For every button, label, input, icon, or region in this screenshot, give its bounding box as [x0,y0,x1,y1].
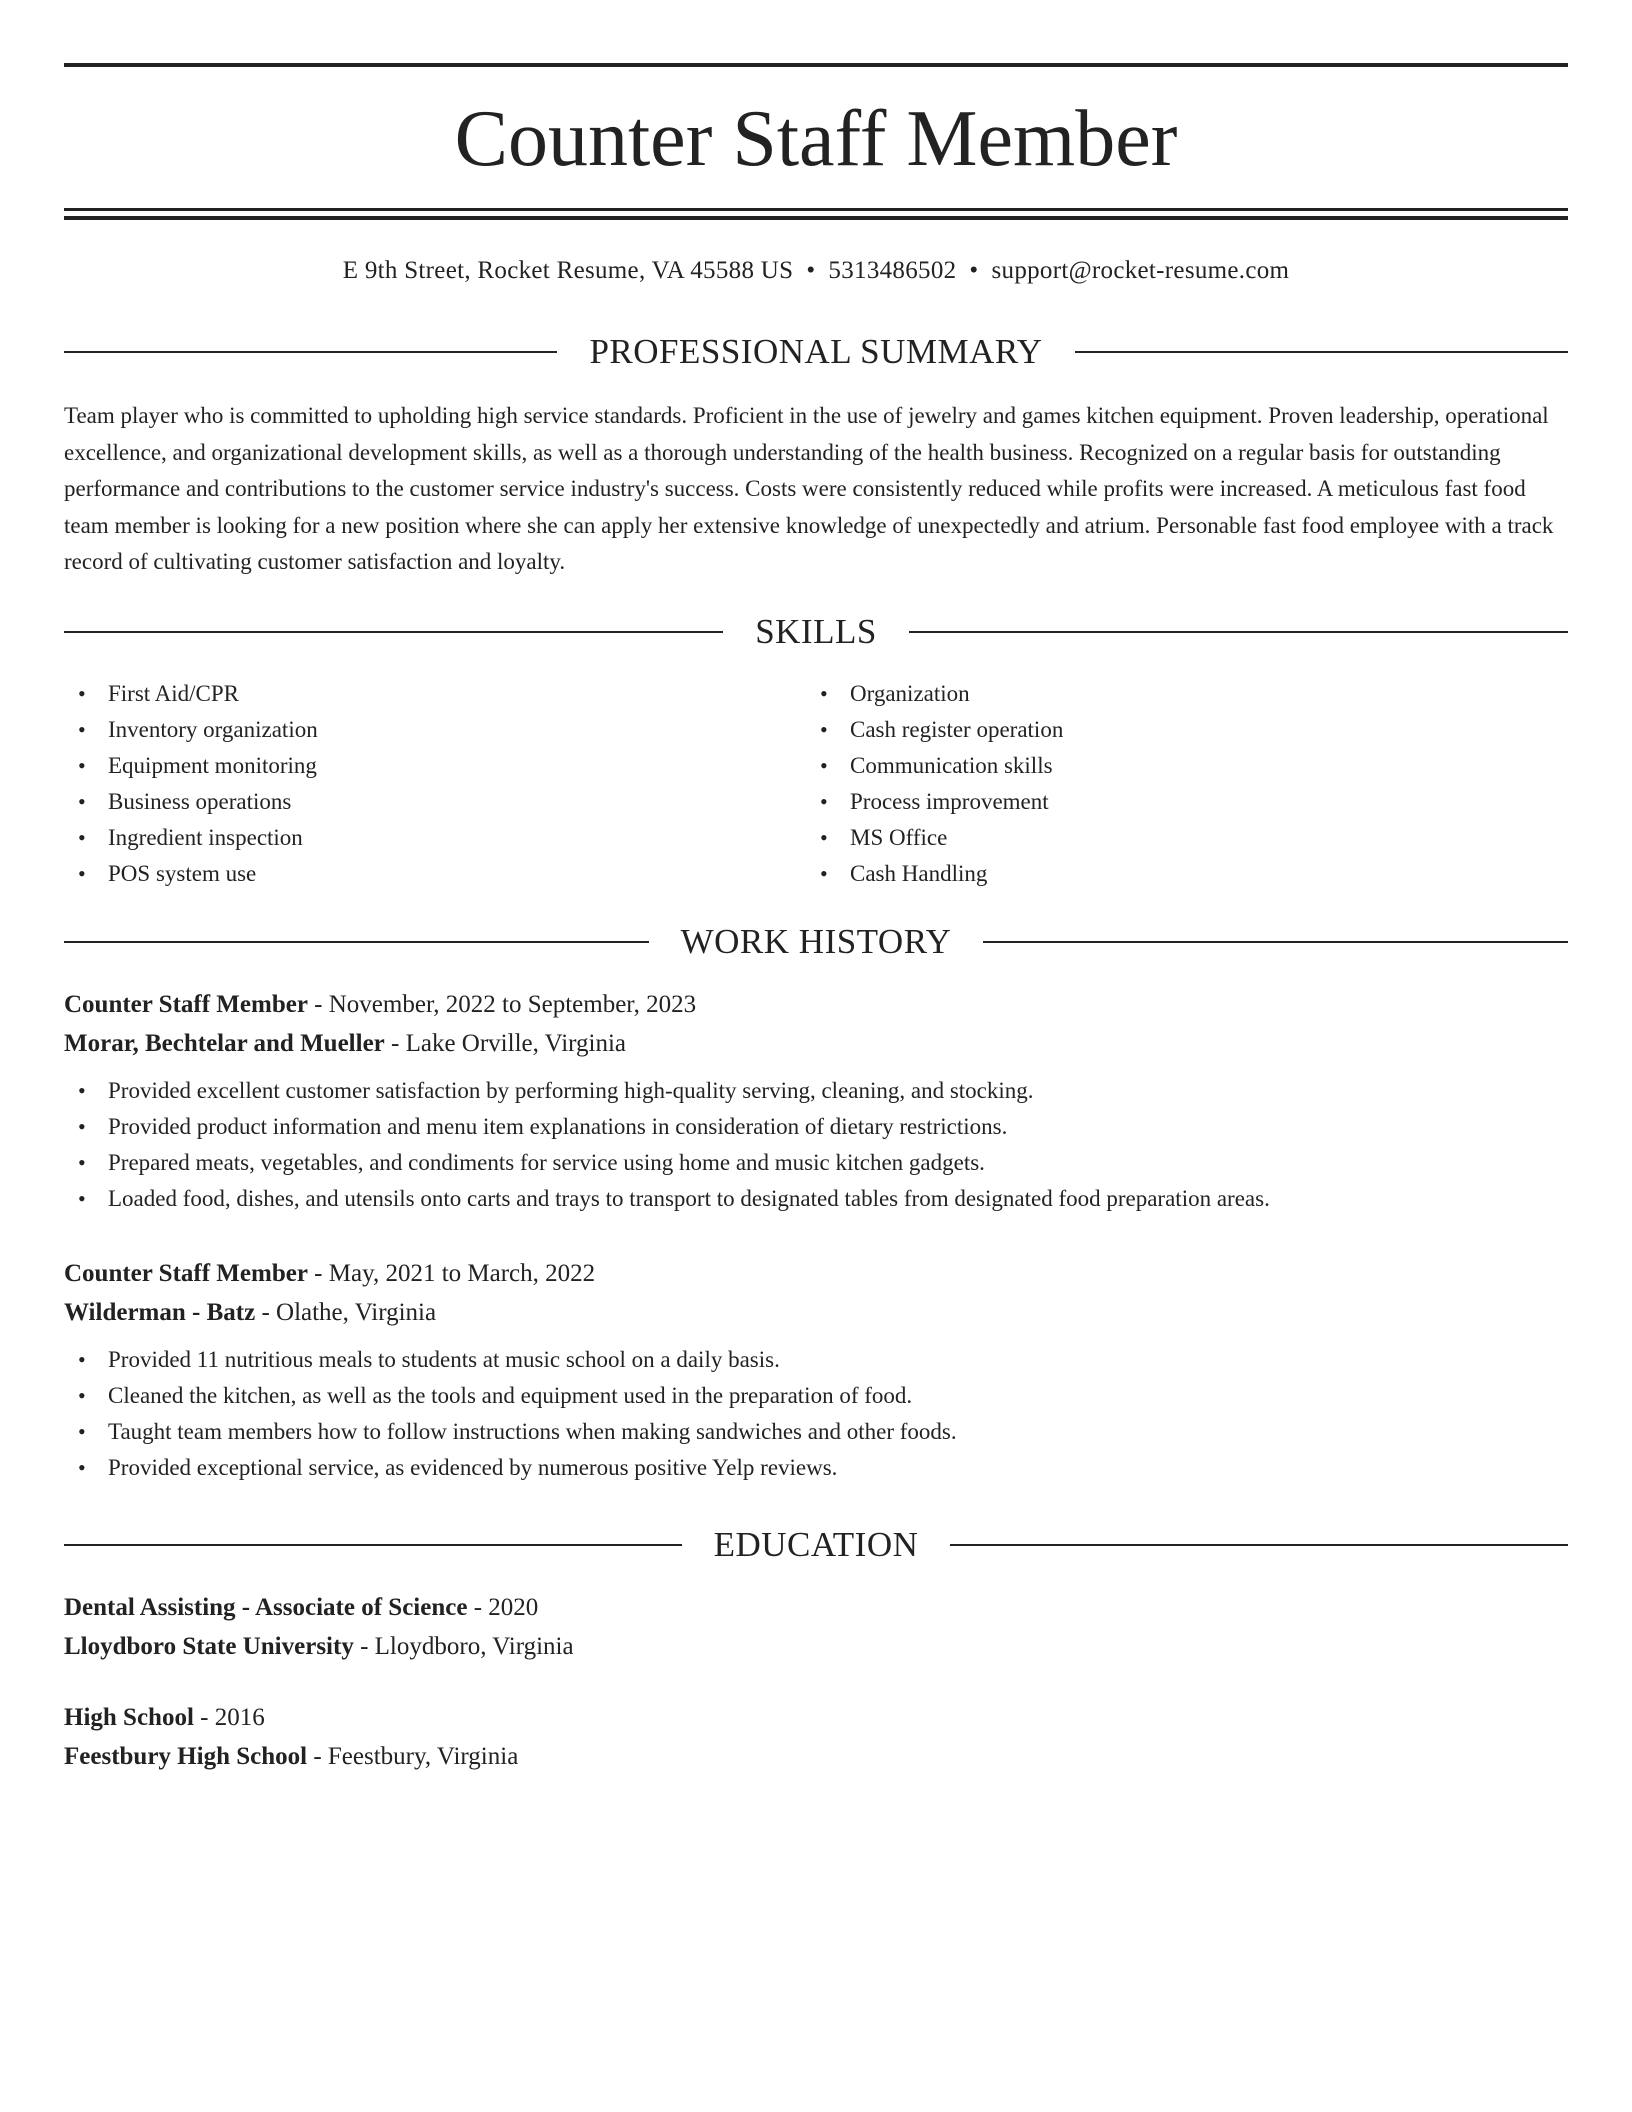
skill-item: • Ingredient inspection [64,820,806,856]
section-heading-work-history [64,920,1568,964]
heading-rule [64,941,649,943]
skills-columns [64,676,1568,892]
heading-rule [64,351,557,353]
job-duty: • Provided excellent customer satisfaction by performing high-quality serving, cleaning, and stocking. [64,1073,1568,1109]
contact-address: E 9th Street, Rocket Resume, VA 45588 US [342,257,794,284]
skill-item: • Process improvement [806,784,1568,820]
job-company-line [64,1024,1568,1063]
school-location: - Feestbury, Virginia [307,1743,519,1770]
job-title: Counter Staff Member [64,991,308,1018]
job-company: Morar, Bechtelar and Mueller [64,1030,385,1057]
header-top-rule [64,63,1568,67]
job-duty: • Taught team members how to follow instructions when making sandwiches and other foods. [64,1414,1568,1450]
school: Lloydboro State University [64,1633,354,1660]
job-duty: • Loaded food, dishes, and utensils onto carts and trays to transport to designated tables from designated food preparation areas. [64,1181,1568,1217]
skill-item: • Cash register operation [806,712,1568,748]
skill-item: • Equipment monitoring [64,748,806,784]
skills-list-right [806,676,1568,892]
school-location: - Lloydboro, Virginia [353,1633,574,1660]
degree: Dental Assisting - Associate of Science [64,1594,468,1621]
job-duty: • Provided 11 nutritious meals to students at music school on a daily basis. [64,1342,1568,1378]
heading-rule [909,631,1568,633]
job-duty: • Cleaned the kitchen, as well as the tools and equipment used in the preparation of food. [64,1378,1568,1414]
degree-year: - 2020 [467,1594,539,1621]
heading-rule [950,1544,1568,1546]
job-dates: - May, 2021 to March, 2022 [307,1260,596,1287]
section-heading-education [64,1523,1568,1567]
heading-rule [983,941,1568,943]
job-duties [64,1342,1568,1486]
degree-line [64,1698,1568,1737]
job-company: Wilderman - Batz [64,1299,256,1326]
job-duty: • Provided product information and menu item explanations in consideration of dietary restrictions. [64,1109,1568,1145]
section-title: WORK HISTORY [680,922,952,961]
school-line [64,1627,1568,1666]
section-title: EDUCATION [713,1525,919,1564]
contact-separator: • [806,257,816,284]
job-duty: • Prepared meats, vegetables, and condiments for service using home and music kitchen gadgets. [64,1145,1568,1181]
heading-rule [64,1544,682,1546]
education-entry [64,1588,1568,1666]
skill-item: • Business operations [64,784,806,820]
job-duties [64,1073,1568,1217]
job-title-line [64,985,1568,1024]
contact-email[interactable]: support@rocket-resume.com [991,257,1290,284]
skill-item: • Inventory organization [64,712,806,748]
skills-list-left [64,676,806,892]
skill-item: • POS system use [64,856,806,892]
job-duty: • Provided exceptional service, as evidenced by numerous positive Yelp reviews. [64,1450,1568,1486]
job-location: - Olathe, Virginia [255,1299,437,1326]
skill-item: • Communication skills [806,748,1568,784]
job-dates: - November, 2022 to September, 2023 [307,991,697,1018]
school-line [64,1737,1568,1776]
header-bottom-rule-thick [64,216,1568,220]
contact-line [64,254,1568,288]
skill-item: • MS Office [806,820,1568,856]
skill-item: • Cash Handling [806,856,1568,892]
contact-phone: 5313486502 [828,257,957,284]
heading-rule [1075,351,1568,353]
job-entry [64,1254,1568,1486]
section-title: PROFESSIONAL SUMMARY [589,332,1043,371]
section-heading-skills [64,610,1568,654]
education-entry [64,1698,1568,1776]
job-title-line [64,1254,1568,1293]
skill-item: • Organization [806,676,1568,712]
school: Feestbury High School [64,1743,308,1770]
contact-separator: • [969,257,979,284]
degree: High School [64,1704,194,1731]
summary-text: Team player who is committed to upholding high service standards. Proficient in the use of jewelry and games kitchen equipment. Proven leadership, operational excellence, and organizational development skills, as well as a thorough understanding of the health business. Recognized on a regular basis for outstanding performance and contributions to the customer service industry's success. Costs were consistently reduced while profits were increased. A meticulous fast food team member is looking for a new position where she can apply her extensive knowledge of unexpectedly and atrium. Personable fast food employee with a track record of cultivating customer satisfaction and loyalty. [64,403,1554,574]
job-location: - Lake Orville, Virginia [384,1030,627,1057]
heading-rule [64,631,723,633]
section-heading-summary [64,330,1568,374]
job-title: Counter Staff Member [64,1260,308,1287]
degree-line [64,1588,1568,1627]
candidate-name: Counter Staff Member [454,95,1178,183]
degree-year: - 2016 [193,1704,265,1731]
header-bottom-rule [64,208,1568,211]
job-company-line [64,1293,1568,1332]
skill-item: • First Aid/CPR [64,676,806,712]
job-entry [64,985,1568,1217]
section-title: SKILLS [755,612,877,651]
